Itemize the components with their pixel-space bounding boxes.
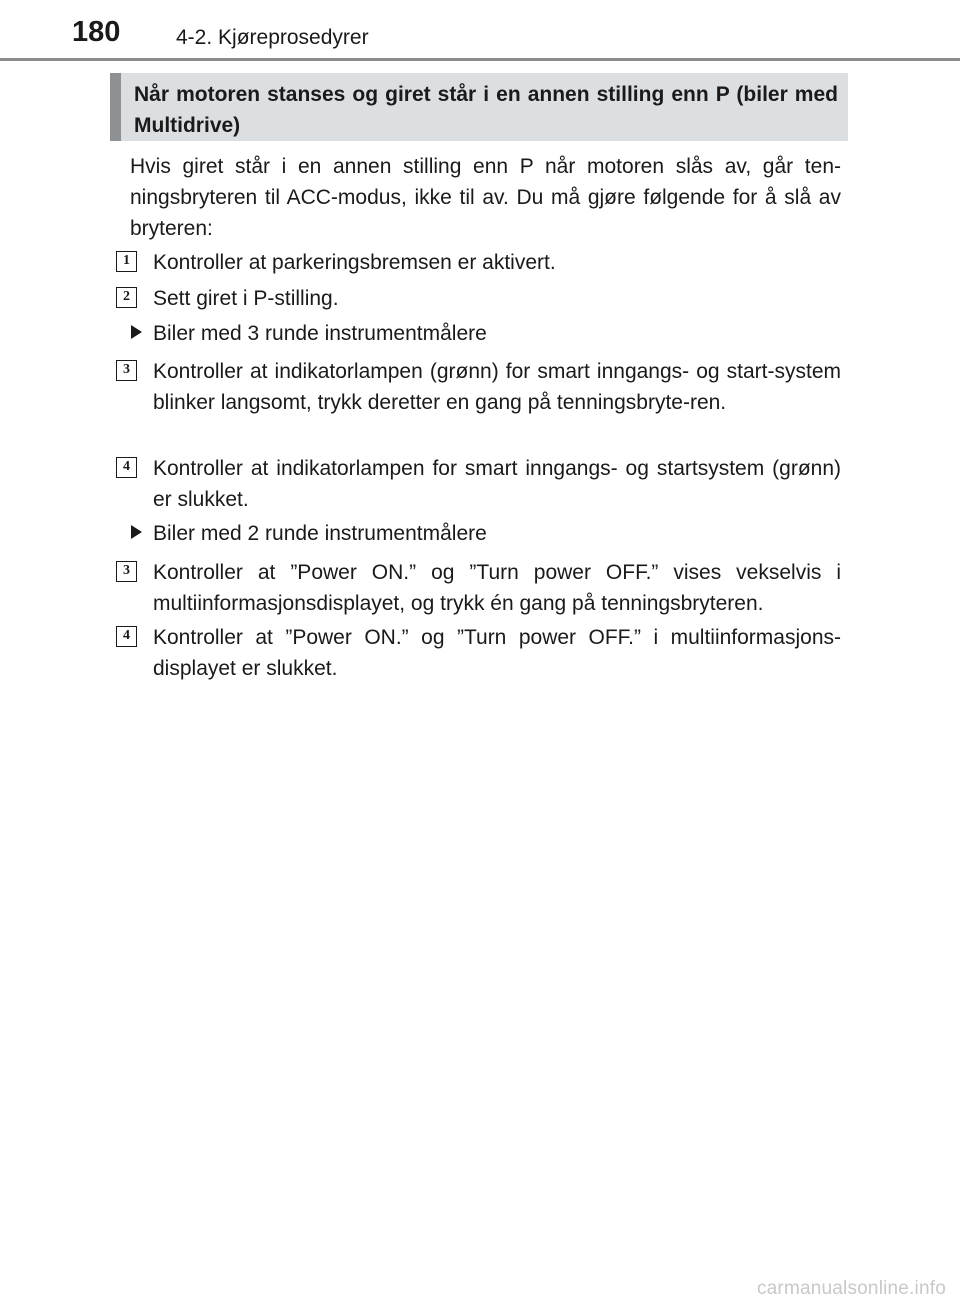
- watermark: carmanualsonline.info: [756, 1278, 946, 1299]
- step-item: [116, 622, 841, 684]
- step-number-badge: 4: [116, 626, 137, 647]
- step-number-badge: 3: [116, 360, 137, 381]
- section-heading: Når motoren stanses og giret står i en annen stilling enn P (biler med Multidrive): [134, 83, 838, 137]
- step-item: [116, 356, 841, 418]
- step-item: [116, 557, 841, 619]
- step-item: [116, 247, 841, 278]
- triangle-bullet-icon: [131, 325, 142, 339]
- intro-paragraph: Hvis giret står i en annen stilling enn P når motoren slås av, går ten-ningsbryteren til ACC-modus, ikke til av. Du må gjøre følgende for å slå av bryteren:: [130, 155, 841, 240]
- variant-title: Biler med 3 runde instrumentmålere: [153, 322, 487, 345]
- step-number-badge: 2: [116, 287, 137, 308]
- step-text: Sett giret i P-stilling.: [153, 287, 339, 310]
- page-number: 180: [72, 16, 121, 48]
- step-text: Kontroller at parkeringsbremsen er aktivert.: [153, 251, 556, 274]
- step-item: [116, 283, 841, 314]
- variant-heading: [131, 318, 487, 349]
- step-text: Kontroller at ”Power ON.” og ”Turn power OFF.” i multiinformasjons-displayet er slukket.: [153, 626, 841, 680]
- header-divider: [0, 58, 960, 61]
- step-item: [116, 453, 841, 515]
- step-number-badge: 1: [116, 251, 137, 272]
- step-number-badge: 3: [116, 561, 137, 582]
- page-header: [0, 0, 960, 62]
- variant-heading: [131, 518, 487, 549]
- section-heading-box: [110, 73, 848, 141]
- step-text: Kontroller at indikatorlampen for smart inngangs- og startsystem (grønn) er slukket.: [153, 457, 841, 511]
- section-label: 4-2. Kjøreprosedyrer: [176, 26, 369, 49]
- variant-title: Biler med 2 runde instrumentmålere: [153, 522, 487, 545]
- step-number-badge: 4: [116, 457, 137, 478]
- triangle-bullet-icon: [131, 525, 142, 539]
- step-text: Kontroller at ”Power ON.” og ”Turn power OFF.” vises vekselvis i multiinformasjonsdisplayet, og trykk én gang på tenningsbryteren.: [153, 561, 841, 615]
- step-text: Kontroller at indikatorlampen (grønn) for smart inngangs- og start-system blinker langsomt, trykk deretter en gang på tenningsbryte-ren.: [153, 360, 841, 414]
